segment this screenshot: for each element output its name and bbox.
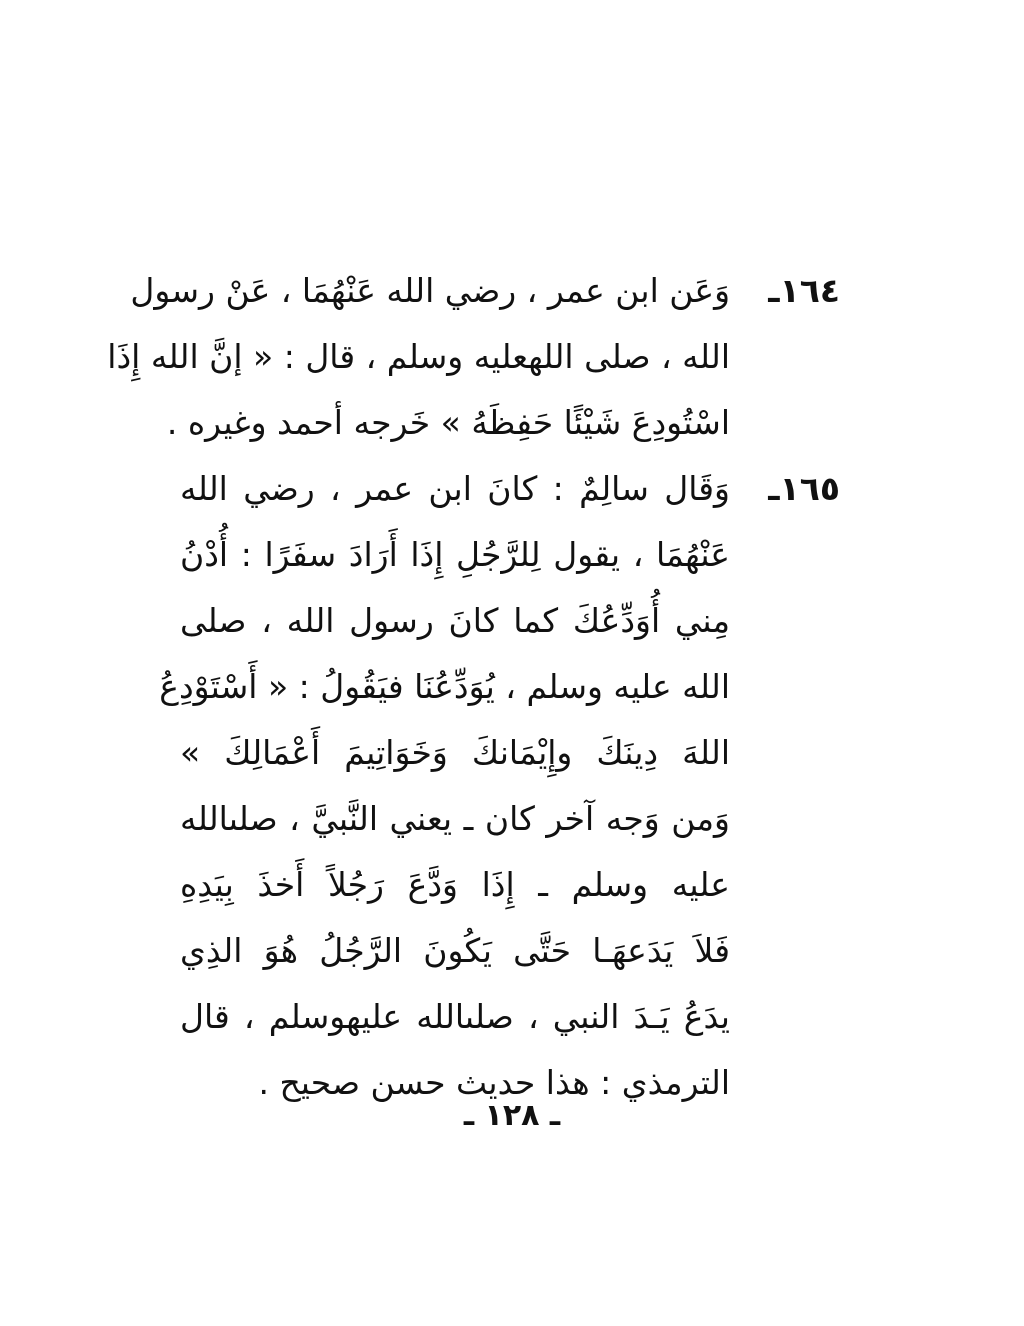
- text-line: عليه وسلم ـ إِذَا وَدَّعَ رَجُلاً أَخذَ بِيَدِهِ: [180, 865, 730, 904]
- hadith-164-line: [107, 324, 840, 390]
- hadith-165-line: [180, 720, 840, 786]
- hadith-165-line: [180, 852, 840, 918]
- hadith-164-line: [130, 258, 840, 324]
- text-line: اللهَ دِينَكَ وإِيْمَانكَ وَخَوَاتِيمَ أَعْمَالِكَ »: [180, 733, 730, 772]
- hadith-165-line: [180, 786, 840, 852]
- hadith-164-line: [166, 390, 840, 456]
- text-line: يدَعُ يَـدَ النبي ، صلىالله عليهوسلم ، قال: [180, 997, 730, 1036]
- text-line: الله عليه وسلم ، يُوَدِّعُنَا فيَقُولُ : « أَسْتَوْدِعُ: [159, 667, 730, 706]
- text-line: الترمذي : هذا حديث حسن صحيح .: [258, 1063, 730, 1102]
- hadith-number-164: ١٦٤ـ: [768, 271, 840, 310]
- text-line: وَعَن ابن عمر ، رضي الله عَنْهُمَا ، عَنْ رسول: [130, 271, 730, 310]
- hadith-165-line: [180, 984, 840, 1050]
- hadith-165-line: [180, 918, 840, 984]
- hadith-165-line: [159, 654, 840, 720]
- text-line: اسْتُودِعَ شَيْئًا حَفِظَهُ » خَرجه أحمد وغيره .: [166, 403, 730, 442]
- text-line: وَقَال سالِمٌ : كانَ ابن عمر ، رضي الله: [180, 469, 730, 508]
- hadith-number-165: ١٦٥ـ: [768, 469, 840, 508]
- text-line: وَمن وَجه آخر كان ـ يعني النَّبيَّ ، صلىالله: [180, 799, 730, 838]
- hadith-text-block: [107, 258, 840, 1116]
- hadith-165-line: [180, 456, 840, 522]
- text-line: عَنْهُمَا ، يقول لِلرَّجُلِ إِذَا أَرَادَ سفَرًا : أُدْنُ: [180, 535, 730, 574]
- hadith-165-line: [180, 522, 840, 588]
- text-line: الله ، صلى اللهعليه وسلم ، قال : « إنَّ الله إِذَا: [107, 337, 730, 376]
- text-line: فَلاَ يَدَعهَـا حَتَّى يَكُونَ الرَّجُلُ هُوَ الذِي: [180, 931, 730, 970]
- page-number: ـ ١٢٨ ـ: [463, 1098, 561, 1133]
- text-line: مِني أُوَدِّعُكَ كما كانَ رسول الله ، صلى: [180, 601, 730, 640]
- hadith-165-line: [180, 588, 840, 654]
